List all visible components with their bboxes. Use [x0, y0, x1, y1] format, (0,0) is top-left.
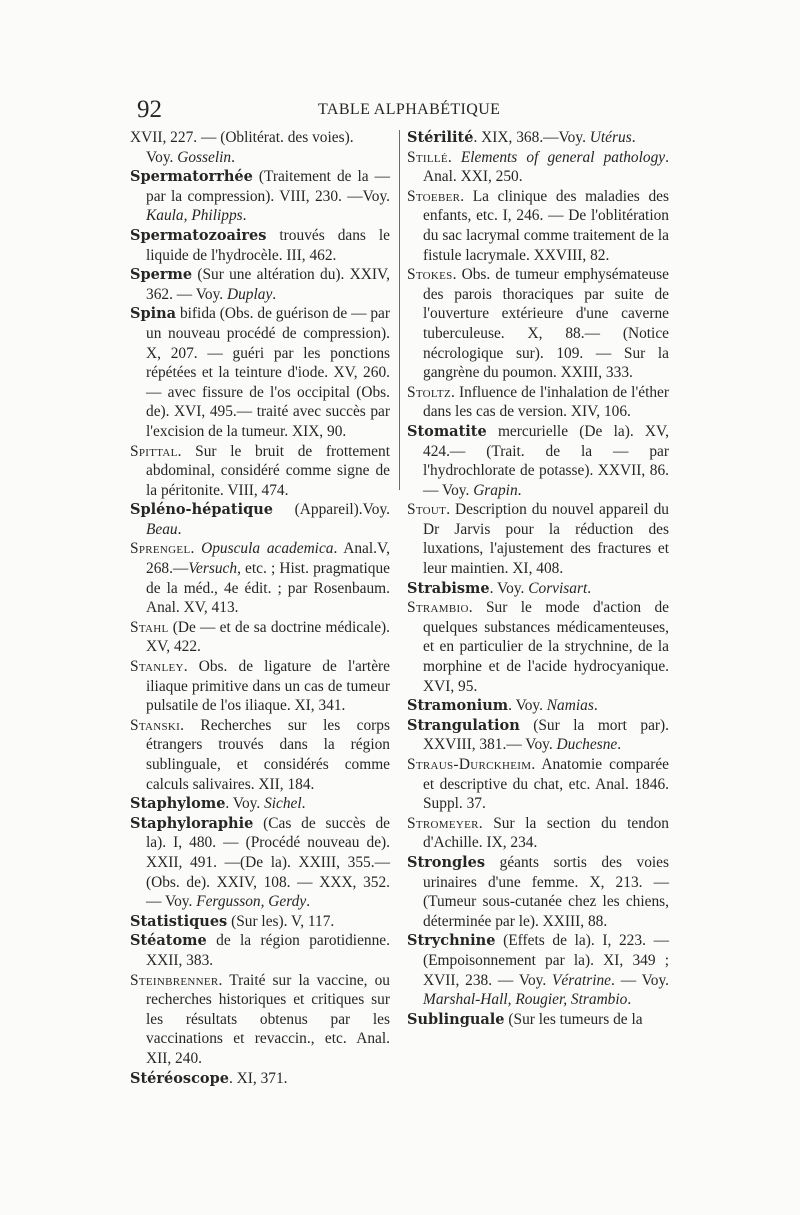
entry-text: . — [447, 148, 461, 166]
entry-italic: Elements of general pathology — [460, 148, 666, 166]
index-entry — [407, 128, 669, 148]
entry-text: (Cas de succès de la). I, 480. — (Procédé nouveau de). XXII, 491. —(De la). XXIII, 355.— (Obs. de). XXIV, 108. — XXX, 352. — Voy. — [146, 814, 390, 911]
index-entry — [130, 716, 390, 794]
entry-headword: Sperme — [130, 266, 193, 284]
entry-text: (Appareil).Voy. — [273, 501, 390, 519]
entry-headword: Strambio — [407, 599, 469, 617]
entry-text: (Traitement de la — par la compression). VIII, 230. —Voy. — [146, 168, 390, 205]
entry-headword: Strongles — [407, 853, 486, 871]
entry-text: . — [242, 207, 247, 225]
entry-text: . — [272, 285, 277, 303]
entry-text: . — [593, 697, 598, 715]
entry-italic: Namias — [546, 697, 594, 715]
entry-headword: Stillé — [407, 148, 448, 166]
entry-headword: Stoltz — [407, 383, 451, 401]
entry-text: . — [301, 795, 306, 813]
entry-text: (Sur les). V, 117. — [227, 912, 335, 930]
entry-text: . — [587, 579, 592, 597]
index-entry — [130, 657, 390, 716]
index-entry — [130, 226, 390, 265]
entry-italic: Fergusson, Gerdy — [196, 893, 307, 911]
running-head: TABLE ALPHABÉTIQUE — [318, 101, 501, 118]
entry-text: . Voy. — [225, 795, 265, 813]
index-entry — [407, 1010, 669, 1030]
entry-italic: Grapin — [473, 481, 518, 499]
index-entry — [407, 598, 669, 696]
entry-text: . — [177, 520, 182, 538]
entry-headword: Strychnine — [407, 932, 496, 950]
entry-headword: Spléno-hépatique — [130, 501, 273, 519]
index-entry — [130, 912, 390, 932]
entry-text: trouvés dans le liquide de l'hydrocèle. III, 462. — [146, 226, 390, 264]
right-column — [407, 128, 669, 1029]
entry-italic: Utérus — [589, 129, 632, 146]
index-entry — [407, 755, 669, 814]
entry-text: mercurielle (De la). XV, 424.— (Trait. de la — par l'hydrochlorate de potasse). XXVII, 86.— Voy. — [423, 422, 669, 499]
index-entry — [407, 265, 669, 383]
entry-headword: Stéatome — [130, 932, 207, 950]
entry-text: (Sur une altération du). XXIV, 362. — Voy. — [146, 266, 390, 303]
entry-text: . — [190, 540, 202, 558]
index-entry — [130, 304, 390, 441]
index-entry — [130, 265, 390, 304]
entry-headword: Stanski — [130, 716, 181, 734]
left-column — [130, 128, 390, 1088]
entry-text: . — [517, 481, 522, 499]
entry-italic: Duplay — [226, 285, 273, 303]
entry-headword: Sublinguale — [407, 1010, 505, 1028]
entry-headword: Stokes — [407, 266, 453, 284]
entry-headword: Stout — [407, 501, 447, 519]
index-entry — [130, 618, 390, 657]
column-divider — [399, 130, 400, 490]
entry-text: . Voy. — [489, 579, 529, 597]
entry-text: . XI, 371. — [228, 1069, 288, 1087]
entry-italic: Opuscula academica — [201, 540, 334, 558]
entry-headword: Steinbrenner — [130, 971, 219, 989]
entry-text: . — [627, 991, 632, 1009]
entry-text: . Anal. XXI, 250. — [423, 148, 669, 186]
entry-headword: Spermatozoaires — [130, 226, 267, 244]
index-entry — [130, 814, 390, 912]
entry-headword: Spermatorrhée — [130, 168, 253, 186]
entry-text: (Sur la mort par). XXVIII, 381.— Voy. — [423, 716, 669, 754]
entry-text: (Sur les tumeurs de la — [504, 1010, 643, 1028]
entry-headword: Stahl — [130, 618, 169, 636]
entry-italic: Vératrine — [552, 971, 612, 989]
index-entry — [130, 167, 390, 226]
entry-text: . Sur le mode d'action de quelques substances médicamenteuses, et en particulier de la strychnine, de la morphine et de l'acide hydrocyanique. XVI, 95. — [423, 599, 669, 695]
entry-text: . Sur la section du tendon d'Achille. IX, 234. — [423, 814, 669, 852]
entry-headword: Stomatite — [407, 422, 487, 440]
entry-text: . — [631, 129, 636, 146]
entry-text: de la région parotidienne. XXII, 383. — [146, 932, 390, 969]
entry-headword: Stéréoscope — [130, 1069, 229, 1087]
entry-text: bifida (Obs. de guérison de — par un nouveau procédé de compression). X, 207. — guéri par les ponctions répétées et la teinture d'iode. XV, 260. — avec fissure de l'os occipital (Obs. de). XVI, 495.— traité avec succès par l'excision de la tumeur. XIX, 90. — [146, 305, 390, 440]
entry-text: . Traité sur la vaccine, ou recherches historiques et critiques sur les résultats obtenus par les vaccinations et revaccin., etc. Anal. XII, 240. — [146, 971, 390, 1067]
entry-headword: Strabisme — [407, 579, 490, 597]
entry-text: . Description du nouvel appareil du Dr Jarvis pour la réduction des luxations, l'ajustement des fractures et leur maintien. XI, 408. — [423, 501, 669, 578]
entry-headword: Stérilité — [407, 129, 474, 146]
entry-text: . Sur le bruit de frottement abdominal, considéré comme signe de la péritonite. VIII, 474. — [146, 442, 390, 499]
index-entry — [130, 500, 390, 539]
entry-text: . Anal.V, 268.— — [146, 540, 390, 578]
entry-text: . Obs. de tumeur emphysémateuse des parois thoraciques par suite de l'ouverture extérieure d'une caverne tuberculeuse. X, 88.— (Notice nécrologique sur). 109. — Sur la gangrène du poumon. XXIII, 333. — [423, 266, 669, 382]
entry-headword: Straus-Durckheim — [407, 756, 532, 773]
index-entry — [407, 814, 669, 853]
entry-text: . Obs. de ligature de l'artère iliaque primitive dans un cas de tumeur pulsatile de l'os iliaque. XI, 341. — [146, 658, 390, 715]
entry-italic: Sichel — [264, 795, 302, 813]
index-entry — [130, 1069, 390, 1089]
entry-text: . — [231, 148, 235, 166]
index-entry — [407, 148, 669, 187]
entry-headword: Statistiques — [130, 912, 228, 930]
entry-headword: Stramonium — [407, 697, 509, 715]
index-entry — [407, 931, 669, 1009]
entry-text: géants sortis des voies urinaires d'une femme. X, 213. — (Tumeur sous-cutanée chez les chiens, déterminée par le). XXIII, 88. — [423, 853, 669, 930]
entry-text: XVII, 227. — (Oblitérat. des voies). Voy. — [130, 129, 354, 166]
entry-text: (Effets de la). I, 223. — (Empoisonnement par la). XI, 349 ; XVII, 238. — Voy. — [423, 932, 669, 989]
entry-text: . — Voy. — [611, 971, 669, 989]
entry-italic: Beau — [146, 520, 178, 538]
entry-italic: Versuch — [188, 560, 238, 578]
index-entry — [130, 539, 390, 617]
entry-text: , etc. ; Hist. pragmatique de la méd., 4e édit. ; par Rosenbaum. Anal. XV, 413. — [146, 560, 390, 617]
index-entry — [407, 716, 669, 755]
entry-text: . Anatomie comparée et descriptive du chat, etc. Anal. 1846. Suppl. 37. — [423, 756, 669, 813]
index-entry — [407, 696, 669, 716]
entry-text: . — [306, 893, 311, 911]
index-entry — [407, 500, 669, 578]
entry-italic: Gosselin — [177, 148, 232, 166]
entry-text: . Influence de l'inhalation de l'éther dans les cas de version. XIV, 106. — [423, 383, 669, 421]
index-entry — [130, 931, 390, 970]
entry-headword: Sprengel — [130, 540, 191, 558]
entry-text: . — [617, 736, 622, 754]
entry-text: . La clinique des maladies des enfants, etc. I, 246. — De l'oblitération du sac lacrymal comme traitement de la fistule lacrymale. XXVIII, 82. — [423, 187, 669, 264]
entry-text: . Voy. — [508, 697, 547, 715]
entry-headword: Stanley — [130, 658, 184, 676]
index-entry — [130, 128, 390, 167]
index-entry — [407, 579, 669, 599]
index-entry — [130, 971, 390, 1069]
entry-italic: Duchesne — [556, 736, 618, 754]
entry-headword: Stoeber — [407, 187, 461, 205]
index-entry — [407, 383, 669, 422]
entry-text: . Recherches sur les corps étrangers trouvés dans la région sublinguale, et considérés comme calculs salivaires. XII, 184. — [146, 716, 390, 793]
index-entry — [407, 187, 669, 265]
entry-headword: Spittal — [130, 442, 178, 460]
entry-italic: Kaula, Philipps — [146, 207, 243, 225]
entry-headword: Staphyloraphie — [130, 814, 254, 832]
index-entry — [130, 794, 390, 814]
index-entry — [407, 853, 669, 931]
entry-text: . XIX, 368.—Voy. — [473, 129, 590, 146]
page-number: 92 — [137, 96, 162, 123]
entry-italic: Corvisart — [528, 579, 588, 597]
entry-headword: Staphylome — [130, 795, 226, 813]
entry-headword: Spina — [130, 305, 177, 323]
index-entry — [130, 442, 390, 501]
entry-headword: Stromeyer — [407, 814, 479, 832]
entry-headword: Strangulation — [407, 716, 520, 734]
index-entry — [407, 422, 669, 500]
entry-text: (De — et de sa doctrine médicale). XV, 422. — [146, 618, 390, 656]
entry-italic: Marshal-Hall, Rougier, Strambio — [423, 991, 628, 1009]
